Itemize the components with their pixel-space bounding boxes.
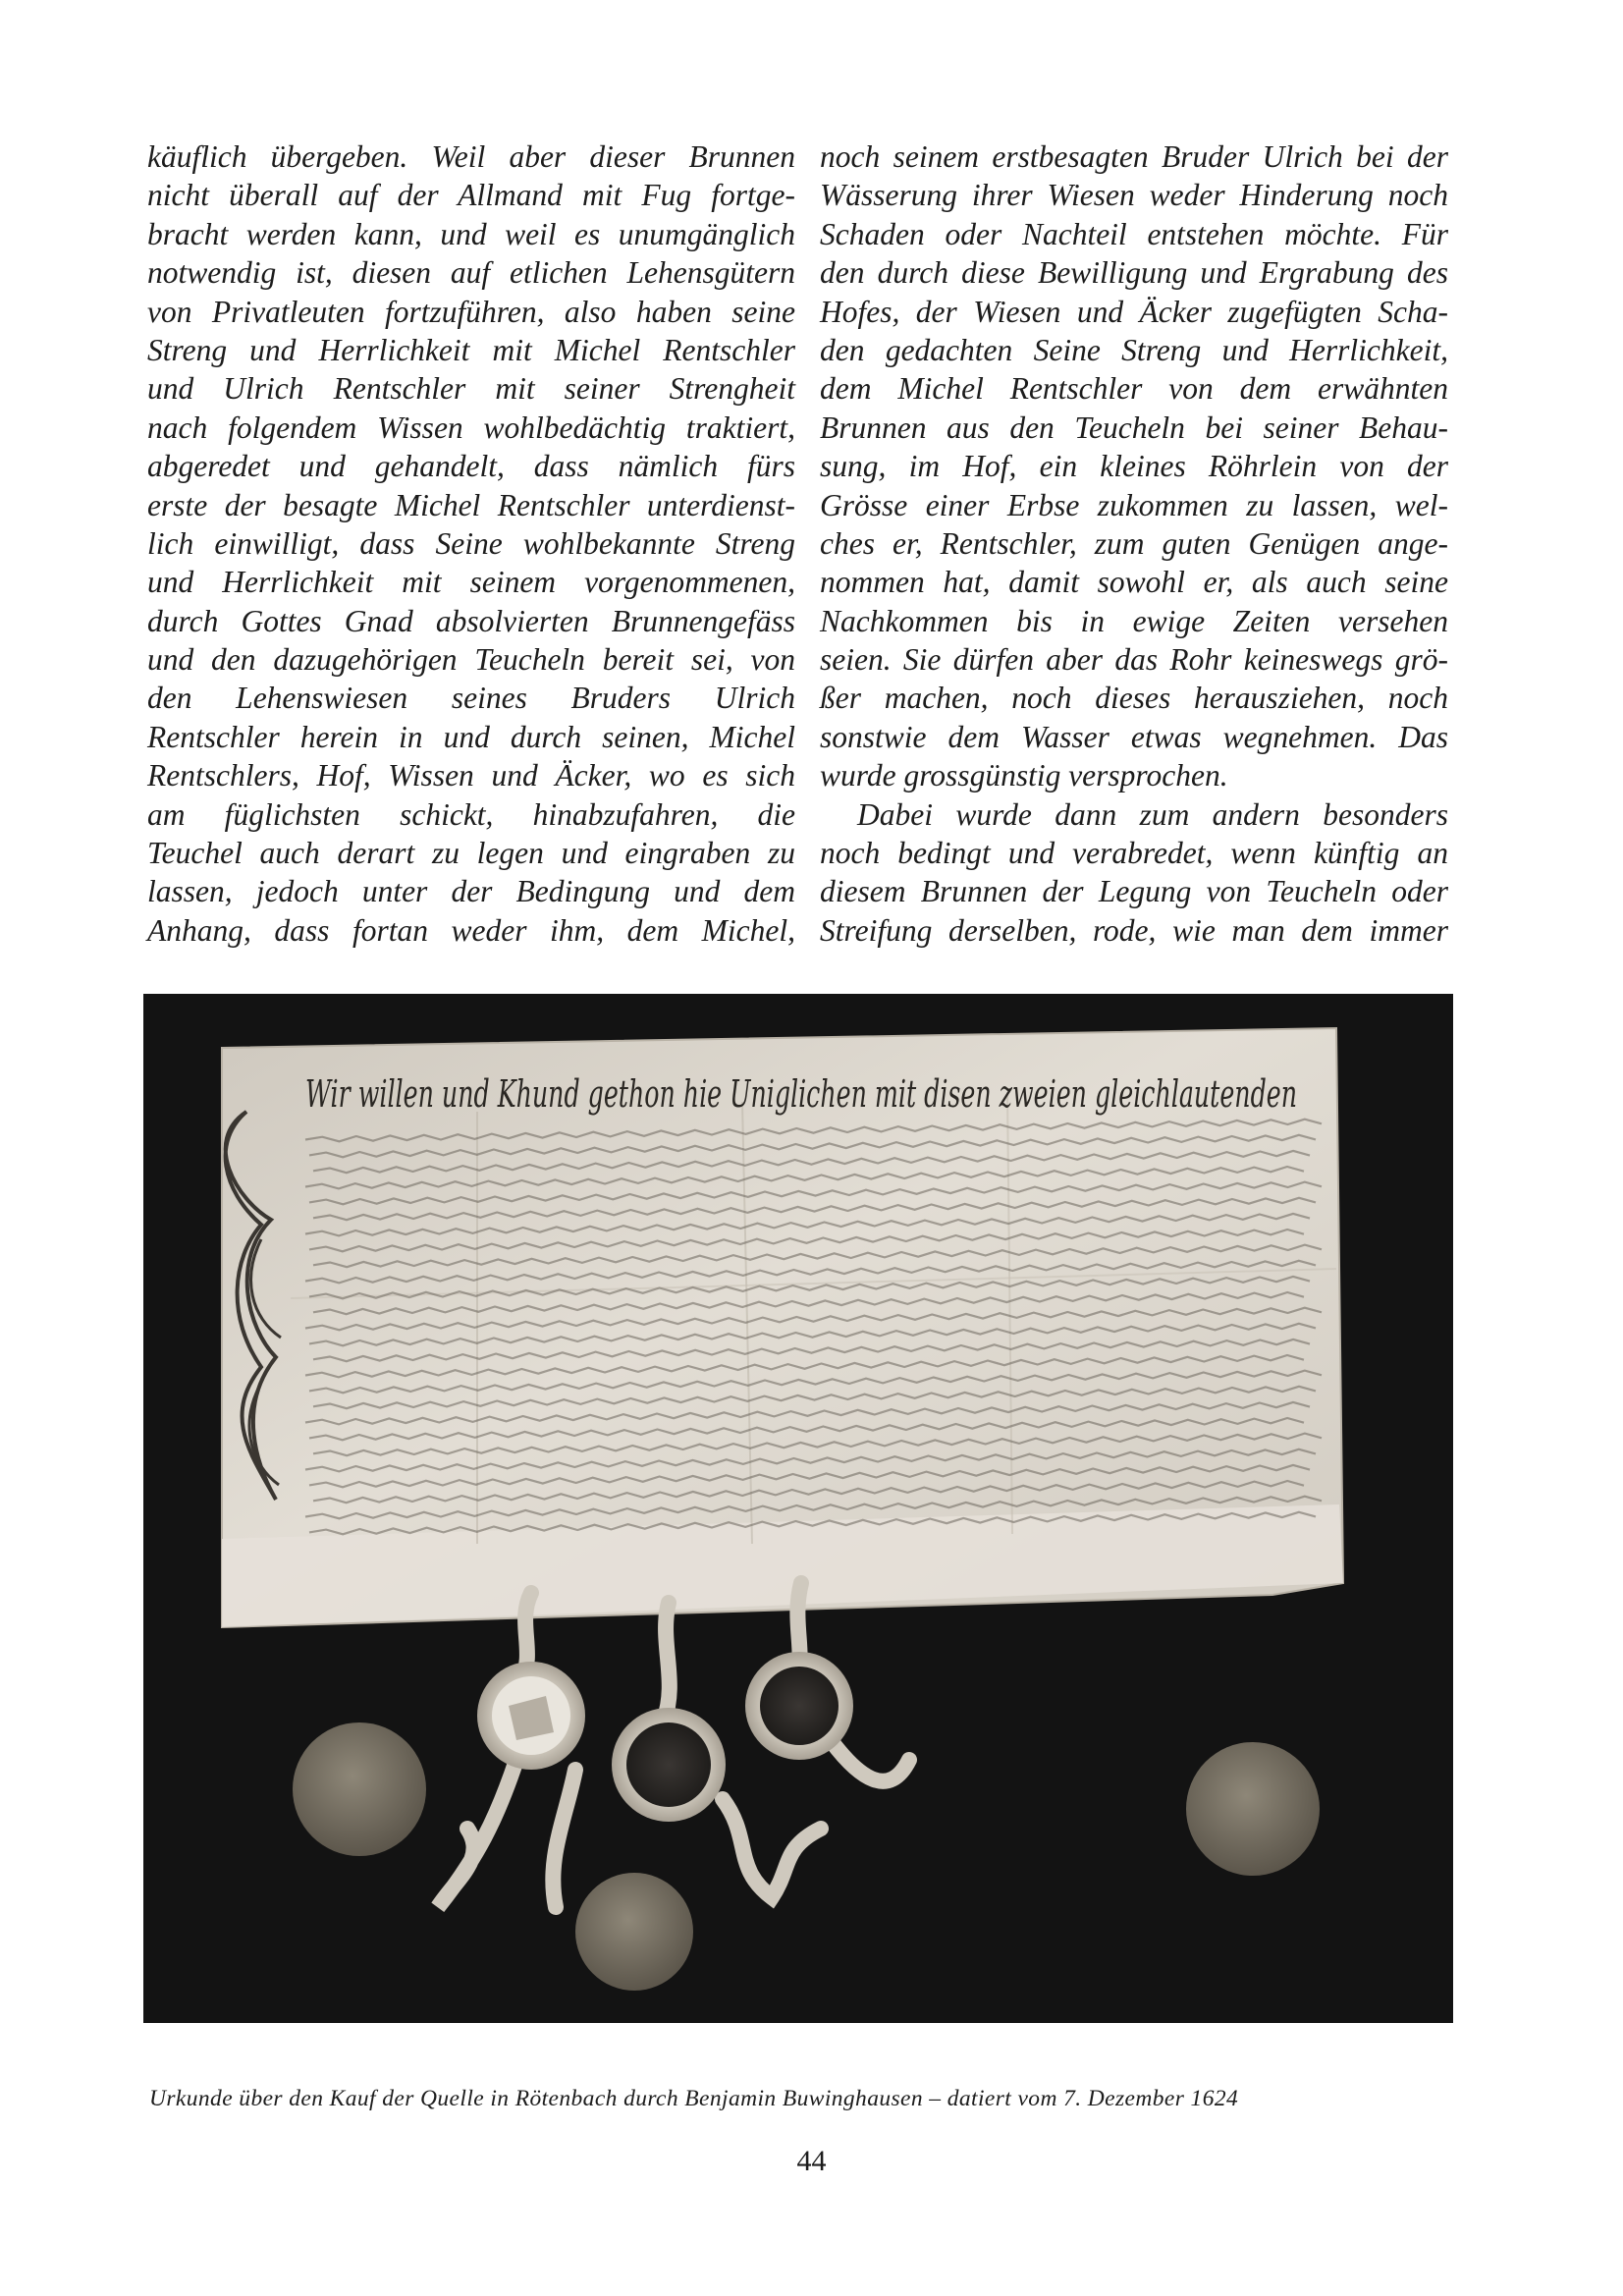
text-line: lassen, jedoch unter der Bedingung und dem: [147, 874, 795, 909]
text-line: von Privatleuten fortzuführen, also haben seine: [147, 294, 795, 329]
text-line: noch bedingt und verabredet, wenn künftig an: [820, 836, 1448, 871]
text-line: den durch diese Bewilligung und Ergrabung des: [820, 255, 1448, 291]
text-line: durch Gottes Gnad absolvierten Brunnengefäss: [147, 603, 795, 638]
text-line: und den dazugehörigen Teucheln bereit sei, von: [147, 642, 795, 678]
text-line: Rentschler herein in und durch seinen, Michel: [147, 719, 795, 754]
heading-script-text: Wir willen und Khund gethon hie Uniglichen mit disen zweien gleichlautenden: [305, 1072, 1297, 1116]
text-line: sung, im Hof, ein kleines Röhrlein von der: [820, 449, 1448, 484]
text-line: notwendig ist, diesen auf etlichen Lehensgütern: [147, 255, 795, 291]
text-line: Grösse einer Erbse zukommen zu lassen, wel-: [820, 487, 1448, 522]
text-line: und Herrlichkeit mit seinem vorgenommenen,: [147, 565, 795, 600]
text-line: Rentschlers, Hof, Wissen und Äcker, wo es sich: [147, 758, 795, 793]
text-line: und Ulrich Rentschler mit seiner Strengheit: [147, 371, 795, 407]
text-line: den Lehenswiesen seines Bruders Ulrich: [147, 681, 795, 716]
charter-illustration: [143, 994, 1453, 2023]
text-line: am füglichsten schickt, hinabzufahren, die: [147, 796, 795, 832]
text-line: Nachkommen bis in ewige Zeiten versehen: [820, 603, 1448, 638]
text-line: noch seinem erstbesagten Bruder Ulrich bei der: [820, 139, 1448, 174]
text-line: bracht werden kann, und weil es unumgänglich: [147, 216, 795, 251]
text-line: Dabei wurde dann zum andern besonders: [857, 796, 1448, 832]
text-line: Streng und Herrlichkeit mit Michel Rentschler: [147, 332, 795, 367]
charter-photograph: [143, 994, 1453, 2023]
text-line: käuflich übergeben. Weil aber dieser Brunnen: [147, 139, 795, 174]
text-line: diesem Brunnen der Legung von Teucheln oder: [820, 874, 1448, 909]
text-line: Hofes, der Wiesen und Äcker zugefügten Scha-: [820, 294, 1448, 329]
text-line: sonstwie dem Wasser etwas wegnehmen. Das: [820, 719, 1448, 754]
text-line: abgeredet und gehandelt, dass nämlich fürs: [147, 449, 795, 484]
document-photo-figure: [143, 994, 1453, 2023]
page-number: 44: [796, 2145, 827, 2177]
figure-caption: Urkunde über den Kauf der Quelle in Rötenbach durch Benjamin Buwinghausen – datiert vom 7. Dezember 1624: [149, 2086, 1239, 2111]
right-text-column: [820, 137, 1448, 950]
text-line: nach folgendem Wissen wohlbedächtig traktiert,: [147, 410, 795, 445]
text-line: Streifung derselben, rode, wie man dem immer: [820, 912, 1448, 948]
text-line: Anhang, dass fortan weder ihm, dem Michel,: [147, 912, 795, 948]
text-line: erste der besagte Michel Rentschler unterdienst-: [147, 487, 795, 522]
text-line: den gedachten Seine Streng und Herrlichkeit,: [820, 332, 1448, 367]
left-text-column: [147, 137, 795, 950]
text-line: ches er, Rentschler, zum guten Genügen ange-: [820, 525, 1448, 561]
text-line: Wässerung ihrer Wiesen weder Hinderung noch: [820, 178, 1448, 213]
text-line: nicht überall auf der Allmand mit Fug fortge-: [147, 178, 795, 213]
text-line: lich einwilligt, dass Seine wohlbekannte Streng: [147, 525, 795, 561]
text-line: seien. Sie dürfen aber das Rohr keineswegs grö-: [820, 642, 1448, 678]
text-line: nommen hat, damit sowohl er, als auch seine: [820, 565, 1448, 600]
text-line: ßer machen, noch dieses herausziehen, noch: [820, 681, 1448, 716]
text-line: dem Michel Rentschler von dem erwähnten: [820, 371, 1448, 407]
text-line: Schaden oder Nachteil entstehen möchte. Für: [820, 216, 1448, 251]
text-line: Teuchel auch derart zu legen und eingraben zu: [147, 836, 795, 871]
text-line: Brunnen aus den Teucheln bei seiner Behau-: [820, 410, 1448, 445]
text-line: wurde grossgünstig versprochen.: [820, 758, 1228, 793]
